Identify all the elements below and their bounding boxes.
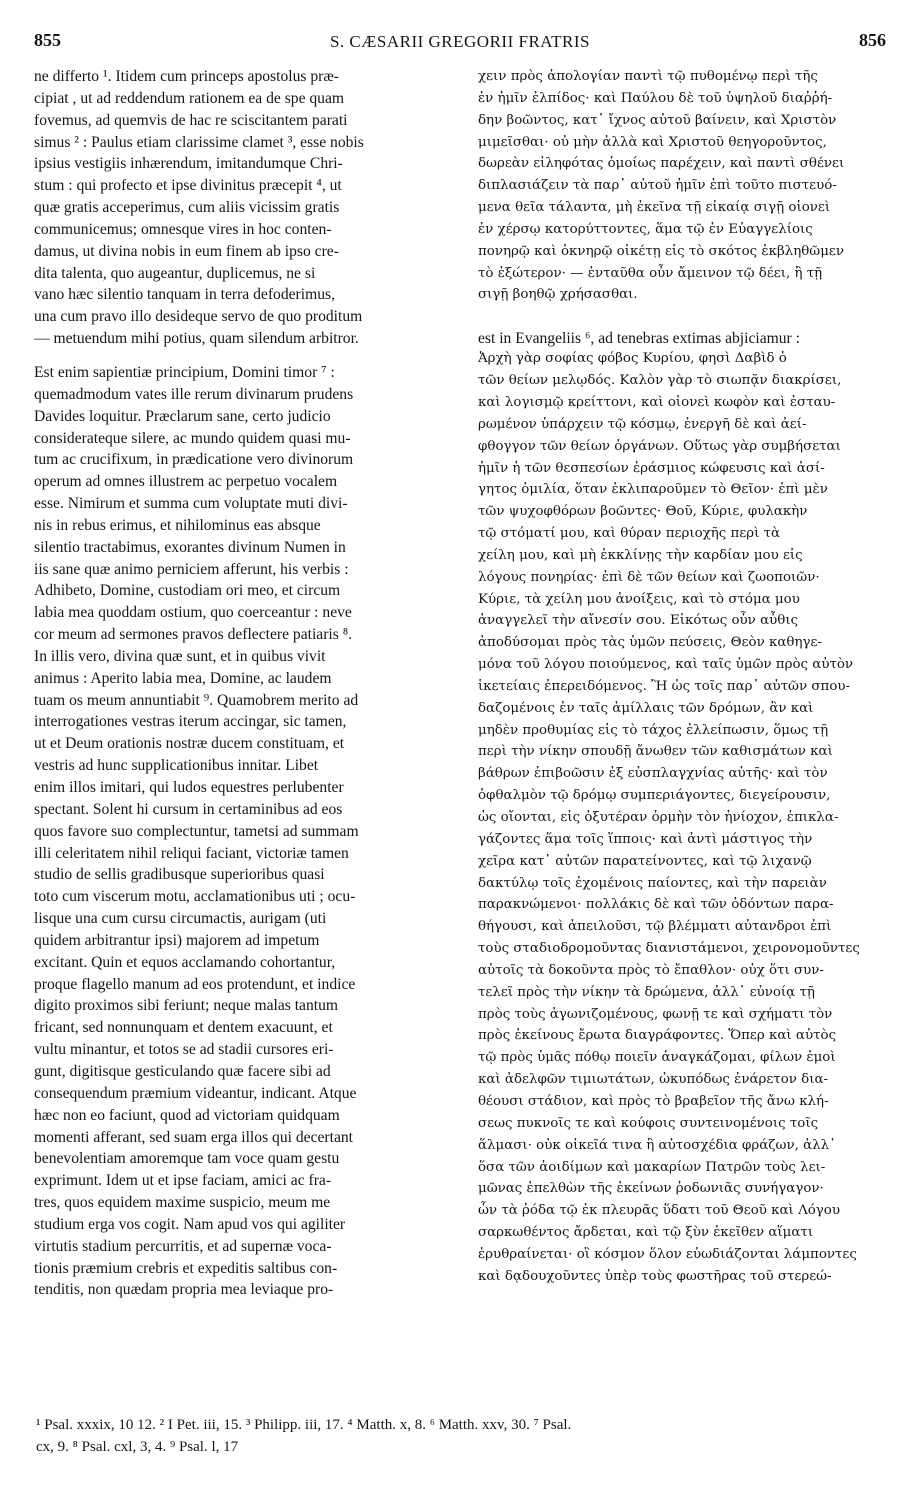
text-line: considerateque silere, ac mundo quidem quasi mu- <box>34 429 351 447</box>
text-line: πονηρῷ καὶ ὀκνηρῷ οἰκέτῃ εἰς τὸ σκότος ἐκβληθῶμεν <box>478 243 844 259</box>
page-number-left: 855 <box>34 30 61 50</box>
text-line: toto cum viscerum motu, acclamationibus uti ; ocu- <box>34 888 356 906</box>
text-line: ὀφθαλμὸν τῷ δρόμῳ συμπεριάγοντες, διεγείρουσιν, <box>478 788 831 804</box>
text-line: σαρκωθέντος ἄρδεται, καὶ τῷ ξὺν ἐκεῖθεν αἵματι <box>478 1225 814 1241</box>
text-line: quidem arbitrantur ipsi) majorem ad impetum <box>34 931 320 949</box>
full-width-line <box>34 328 886 350</box>
text-line: ἀποδύσομαι πρὸς τὰς ὑμῶν πεύσεις, Θεὸν καθηγε- <box>478 635 822 651</box>
text-line: Ἀρχὴ γὰρ σοφίας φόβος Κυρίου, φησὶ Δαβὶδ ὁ <box>478 351 787 367</box>
text-line: χεῖρα κατ᾽ αὐτῶν παρατείνοντες, καὶ τῷ λιχανῷ <box>478 853 812 869</box>
text-line: παρακνώμενοι· πολλάκις δὲ καὶ τῶν ὀδόντων παρα- <box>478 897 834 913</box>
text-line: una cum pravo illo desideque servo de quo proditum <box>34 308 363 326</box>
text-line: tenditis, non quædam propria mea leviaque pro- <box>34 1281 334 1299</box>
text-line: studio de sellis gradibusque superioribus quasi <box>34 866 325 884</box>
text-line: τῶν ψυχοφθόρων βοῶντες· Θοῦ, Κύριε, φυλακὴν <box>478 504 808 520</box>
text-line: ἱκετείαις ἐπερειδόμενος. Ἢ ὡς τοῖς παρ᾽ αὐτῶν σπου- <box>478 678 851 694</box>
text-line: τῶν θείων μελῳδός. Καλὸν γὰρ τὸ σιωπᾷν διακρίσει, <box>478 373 842 389</box>
text-line: vestris ad hunc supplicationibus innitar. Libet <box>34 757 319 775</box>
text-line: studium erga vos cogit. Nam apud vos qui agiliter <box>34 1215 346 1233</box>
text-line: φθογγον τῶν θείων ὀργάνων. Οὕτως γὰρ συμβήσεται <box>478 438 841 454</box>
text-line: θήγουσι, καὶ ἀπειλοῦσι, τῷ βλέμματι αὐτανδροι ἐπὶ <box>478 919 832 935</box>
text-line: communicemus; omnesque vires in hoc conten- <box>34 220 332 238</box>
text-line: Est enim sapientiæ principium, Domini timor ⁷ : <box>34 363 335 381</box>
text-line: διπλασιάζειν τὰ παρ᾽ αὐτοῦ ἡμῖν ἐπὶ τοῦτο πιστευό- <box>478 178 837 194</box>
text-line: tuam os meum annuntiabit ⁹. Quamobrem merito ad <box>34 691 359 709</box>
text-line: τῷ πρὸς ὑμᾶς πόθῳ ποιεῖν ἀναγκάζομαι, φίλων ἐμοὶ <box>478 1050 836 1066</box>
text-line: ὡς οἴονται, εἰς ὀξυτέραν ὁρμὴν τὸν ἡνίοχον, ἐπικλα- <box>478 810 839 825</box>
latin-paragraph-1 <box>34 66 470 350</box>
text-line: labia mea quoddam ostium, quo coerceantur : neve <box>34 604 352 622</box>
text-line: benevolentiam amoremque tam voce quam gestu <box>34 1150 340 1168</box>
text-line: spectant. Solent hi cursum in certaminibus ad eos <box>34 800 343 818</box>
text-line: σιγῇ βοηθῷ χρήσασθαι. <box>478 287 638 303</box>
text-line: ut et Deum orationis nostræ ducem constituam, et <box>34 735 345 753</box>
text-line: gunt, digitisque gesticulando quæ facere sibi ad <box>34 1062 331 1080</box>
text-line: τῷ στόματί μου, καὶ θύραν περιοχῆς περὶ τὰ <box>478 526 781 542</box>
text-line: virtutis stadium percurritis, et ad supernæ voca- <box>34 1237 332 1255</box>
text-line: In illis vero, divina quæ sunt, et in quibus vivit <box>34 647 326 665</box>
text-line: vultu minantur, et totos se ad stadii cursores eri- <box>34 1041 334 1059</box>
page-number-right: 856 <box>859 30 886 50</box>
text-line: nis in rebus erimus, et nihilominus eas absque <box>34 516 321 534</box>
text-line: μηδὲν προθυμίας εἰς τὸ τάχος ἐλλείπωσιν, ὅμως τῇ <box>478 722 829 738</box>
text-line: αὐτοῖς τὰ δοκοῦντα πρὸς τὸ ἔπαθλον· οὐχ ὅτι συν- <box>478 962 824 978</box>
text-line: cipiat , ut ad reddendum rationem ea de spe quam <box>34 89 345 107</box>
page-header <box>34 30 886 60</box>
text-line: digito proximos sibi feriunt; neque malas tantum <box>34 997 339 1015</box>
text-line: Κύριε, τὰ χείλη μου ἀνοίξεις, καὶ τὸ στόμα μου <box>478 591 800 607</box>
text-line: exprimunt. Idem ut et ipse faciam, amici ac fra- <box>34 1172 332 1190</box>
text-line: λόγους πονηρίας· ἐπὶ δὲ τῶν θείων καὶ ζωοποιῶν· <box>478 569 820 585</box>
text-line: momenti afferant, sed suam erga illos qui decertant <box>34 1128 353 1146</box>
text-line: excitant. Quin et equos acclamando cohortantur, <box>34 953 336 971</box>
text-line: δακτύλῳ τοῖς ἐχομένοις παίοντες, καὶ τὴν παρειὰν <box>478 875 827 891</box>
text-line: καὶ λογισμῷ κρείττονι, καὶ οἱονεὶ κωφὸν καὶ ἐσταυ- <box>478 394 836 410</box>
text-line: dita talenta, quo augeantur, duplicemus, ne si <box>34 264 316 282</box>
text-line: ὧν τὰ ῥόδα τῷ ἐκ πλευρᾶς ὕδατι τοῦ Θεοῦ καὶ Λόγου <box>478 1203 841 1219</box>
text-line: ἀναγγελεῖ τὴν αἴνεσίν σου. Εἰκότως οὖν αὖθις <box>478 613 799 629</box>
latin-continuation-line: est in Evangeliis ⁶, ad tenebras extimas abjiciamur : <box>478 330 800 347</box>
text-line: ὅσα τῶν ἀοιδίμων καὶ μακαρίων Πατρῶν τοὺς λει- <box>478 1159 826 1175</box>
text-line: μόνα τοῦ λόγου ποιούμενος, καὶ ταῖς ὑμῶν πρὸς αὐτὸν <box>478 657 854 673</box>
greek-paragraph-2 <box>478 348 882 1287</box>
greek-column <box>478 66 882 1288</box>
text-line: tres, quos equidem maxime suspicio, meum me <box>34 1194 331 1212</box>
text-line: πρὸς τοὺς ἀγωνιζομένους, φωνῇ τε καὶ σχήματι τὸν <box>478 1006 833 1022</box>
latin-column <box>34 66 470 1301</box>
text-line: quemadmodum vates ille rerum divinarum prudens <box>34 385 354 403</box>
greek-paragraph-1 <box>478 66 882 306</box>
text-line: χείλη μου, καὶ μὴ ἐκκλίνῃς τὴν καρδίαν μου εἰς <box>478 547 803 563</box>
text-line: δωρεὰν εἰληφότας ὁμοίως παρέχειν, καὶ παντὶ σθένει <box>478 156 845 172</box>
text-line: γητος ὁμιλία, ὅταν ἐκλιπαροῦμεν τὸ Θεῖον· ἐπὶ μὲν <box>478 482 828 498</box>
text-line: ἅλμασι· οὐκ οἰκεῖά τινα ἢ αὐτοσχέδια φράζων, ἀλλ᾽ <box>478 1137 836 1153</box>
text-line: δαζομένοις ἐν ταῖς ἁμίλλαις τῶν δρόμων, ἂν καὶ <box>478 700 814 716</box>
text-line: ¹ Psal. xxxix, 10 12. ² I Pet. iii, 15. ³ Philipp. iii, 17. ⁴ Matth. x, 8. ⁶ Matth. xxv, 30. ⁷ Psal. <box>36 1417 572 1433</box>
text-line: fovemus, ad quemvis de hac re sciscitantem parati <box>34 111 348 129</box>
text-line: καὶ δᾳδουχοῦντες ὑπὲρ τοὺς φωστῆρας τοῦ στερεώ- <box>478 1268 832 1284</box>
text-line: animus : Aperito labia mea, Domine, ac laudem <box>34 669 332 687</box>
text-line: iis sane quæ animo perniciem afferunt, his verbis : <box>34 560 349 578</box>
text-line: ἡμῖν ἡ τῶν θεσπεσίων ἐράσμιος κώφευσις καὶ ἀσί- <box>478 460 825 476</box>
text-line: tionis præmium crebris et expeditis saltibus con- <box>34 1259 338 1277</box>
text-line: illi celeritatem nihil reliqui faciant, victoriæ tamen <box>34 844 349 862</box>
text-line: hæc non eo faciunt, quod ad victoriam quidquam <box>34 1106 340 1124</box>
text-line: τὸ ἐξώτερον· — ἐνταῦθα οὖν ἄμεινον τῷ δέει, ἢ τῇ <box>478 265 823 281</box>
footnotes <box>36 1414 888 1458</box>
text-line: proque flagello manum ad eos protendunt, et indice <box>34 975 356 993</box>
text-line: περὶ τὴν νίκην σπουδῇ ἄνωθεν τῶν καθισμάτων καὶ <box>478 744 833 760</box>
text-line: tum ac crucifixum, in prædicatione vero divinorum <box>34 451 354 469</box>
text-line: τελεῖ πρὸς τὴν νίκην τὰ δρώμενα, ἀλλ᾽ εὐνοίᾳ τῇ <box>478 984 815 1000</box>
text-line: fricant, sed nonnunquam et dentem exacuunt, et <box>34 1019 333 1037</box>
text-line: ρωμένον ὑπάρχειν τῷ κόσμῳ, ἐνεργῆ δὲ καὶ ἀεί- <box>478 416 807 432</box>
text-line: cor meum ad sermones pravos deflectere patiaris ⁸. <box>34 626 353 644</box>
text-line: vano hæc silentio tanquam in terra defoderimus, <box>34 286 335 304</box>
text-line: πρὸς ἐκείνους ἔρωτα διαγράφοντες. Ὅπερ καὶ αὐτὸς <box>478 1028 837 1044</box>
text-line: χειν πρὸς ἀπολογίαν παντὶ τῷ πυθομένῳ περὶ τῆς <box>478 69 818 84</box>
text-line: quæ gratis acceperimus, cum aliis vicissim gratis <box>34 199 340 217</box>
text-line: ne differto ¹. Itidem cum princeps apostolus præ- <box>34 68 339 85</box>
text-line: ipsius vestigiis inhærendum, imitandumque Chri- <box>34 155 343 173</box>
text-line: esse. Nimirum et summa cum voluptate muti divi- <box>34 495 348 513</box>
text-line: quos favore suo complectuntur, tametsi ad summam <box>34 822 359 840</box>
text-line: καὶ ἀδελφῶν τιμιωτάτων, ὠκυπόδως ἐνάρετον δια- <box>478 1072 829 1088</box>
text-line: σεως πυκνοῖς τε καὶ κούφοις συντεινομένοις τοῖς <box>478 1115 819 1131</box>
text-line: enim illos imitari, qui ludos equestres perlubenter <box>34 779 344 796</box>
text-line: consequendum præmium videantur, indicant. Atque <box>34 1084 357 1102</box>
text-line: silentio tractabimus, exorantes divinum Numen in <box>34 538 346 556</box>
text-line: interrogationes vestras iterum accingar, sic tamen, <box>34 713 347 731</box>
text-line: ἐρυθραίνεται· οἳ κόσμον ὅλον εὐωδιάζονται λάμποντες <box>478 1246 857 1262</box>
text-line: Adhibeto, Domine, custodiam ori meo, et circum <box>34 582 341 600</box>
running-title: S. CÆSARII GREGORII FRATRIS <box>329 32 591 51</box>
text-line: ἐν ἡμῖν ἐλπίδος· καὶ Παύλου δὲ τοῦ ὑψηλοῦ διαῤῥή- <box>478 90 833 106</box>
text-line: lisque una cum cursu circumactis, aurigam (uti <box>34 910 327 928</box>
text-line: γάζοντες ἅμα τοῖς ἵπποις· καὶ ἀντὶ μάστιγος τὴν <box>478 831 813 847</box>
text-line: stum : qui profecto et ipse divinitus præcepit ⁴, ut <box>34 177 342 195</box>
text-line: — metuendum mihi potius, quam silendum arbitror. <box>34 330 359 348</box>
text-line: ἐν χέρσῳ κατορύττοντες, ἅμα τῷ ἐν Εὐαγγελίοις <box>478 221 813 237</box>
text-line: μενα θεῖα τάλαντα, μὴ ἐκεῖνα τῇ εἰκαίᾳ σιγῇ οἱονεὶ <box>478 200 831 216</box>
text-line: θέουσι στάδιον, καὶ πρὸς τὸ βραβεῖον τῆς ἄνω κλή- <box>478 1093 829 1109</box>
text-line: δην βοῶντος, κατ᾽ ἴχνος αὐτοῦ βαίνειν, καὶ Χριστὸν <box>478 112 837 128</box>
text-line: operum ad omnes illustrem ac perpetuo vocalem <box>34 473 338 491</box>
text-line: μῶνας ἐπελθὼν τῆς ἐκείνων ῥοδωνιᾶς συνήγαγον· <box>478 1181 824 1197</box>
latin-paragraph-2 <box>34 362 470 1301</box>
text-line: simus ² : Paulus etiam clarissime clamet ³, esse nobis <box>34 133 364 151</box>
text-line: cx, 9. ⁸ Psal. cxl, 3, 4. ⁹ Psal. l, 17 <box>36 1439 239 1455</box>
text-line: μιμεῖσθαι· οὐ μὴν ἀλλὰ καὶ Χριστοῦ θεηγοροῦντος, <box>478 134 827 150</box>
text-line: Davides loquitur. Præclarum sane, certo judicio <box>34 407 331 425</box>
text-line: βάθρων ἐπιβοῶσιν ἐξ εὐσπλαγχνίας αὐτῆς· καὶ τὸν <box>478 766 828 782</box>
text-line: damus, ut divina nobis in eum finem ab ipso cre- <box>34 242 339 260</box>
text-line: τοὺς σταδιοδρομοῦντας διανιστάμενοι, χειρονομοῦντες <box>478 941 860 957</box>
